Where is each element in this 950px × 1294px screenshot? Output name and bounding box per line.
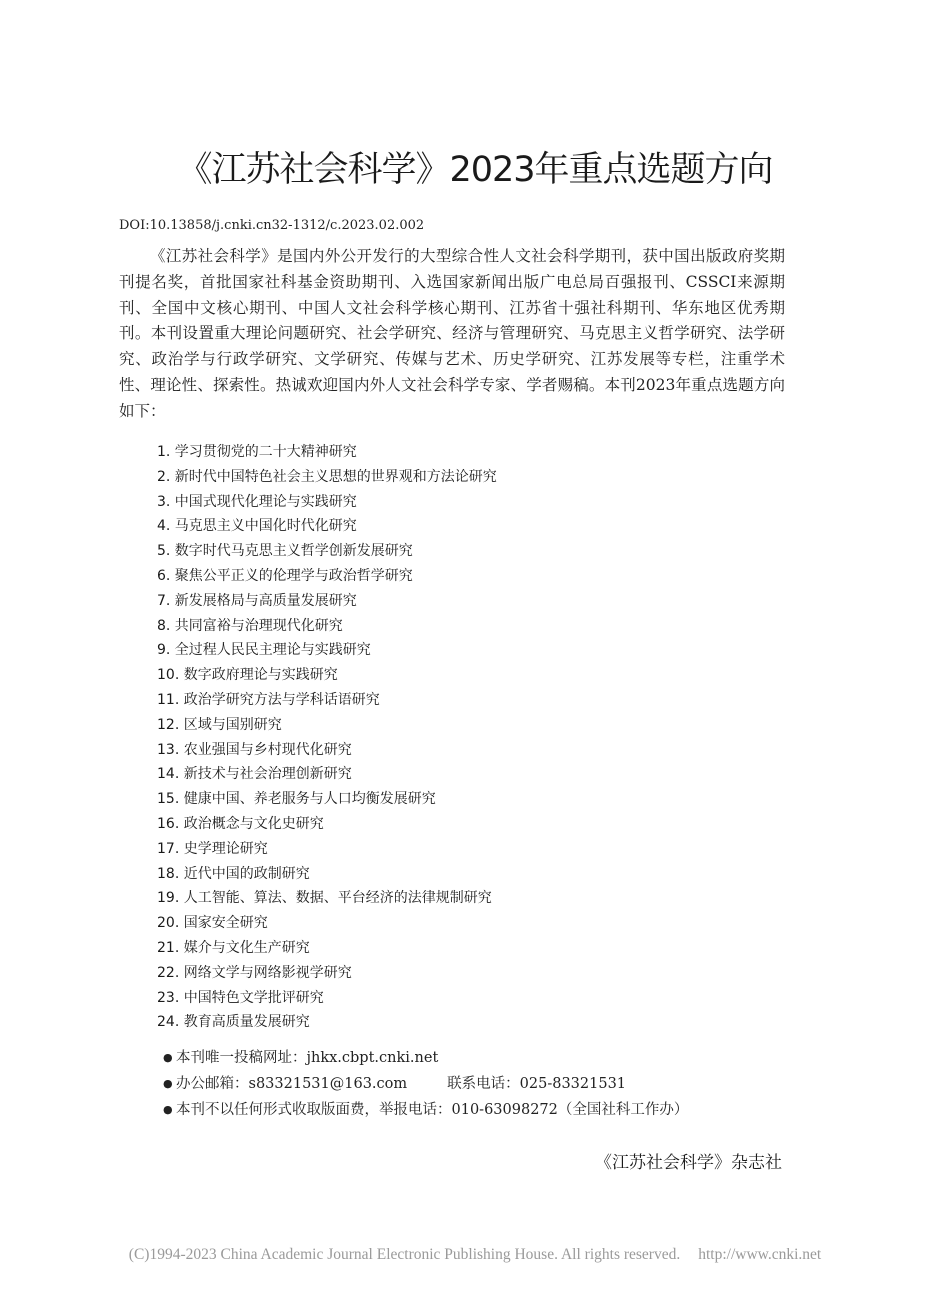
topic-item: 6. 聚焦公平正义的伦理学与政治哲学研究: [157, 567, 413, 584]
topic-item: 11. 政治学研究方法与学科话语研究: [157, 691, 380, 708]
topic-item: 15. 健康中国、养老服务与人口均衡发展研究: [157, 791, 436, 808]
page-title: 《江苏社会科学》2023年重点选题方向: [177, 150, 773, 190]
topic-item: 10. 数字政府理论与实践研究: [157, 667, 338, 684]
topic-item: 5. 数字时代马克思主义哲学创新发展研究: [157, 543, 413, 560]
topic-item: 22. 网络文学与网络影视学研究: [157, 964, 352, 981]
bullet-icon: ●: [163, 1051, 173, 1064]
topic-item: 12. 区域与国别研究: [157, 716, 282, 733]
topic-item: 23. 中国特色文学批评研究: [157, 989, 324, 1006]
bullet-icon: ●: [163, 1077, 173, 1090]
topic-item: 14. 新技术与社会治理创新研究: [157, 766, 352, 783]
contact-info: [163, 1045, 688, 1123]
topic-item: 21. 媒介与文化生产研究: [157, 939, 310, 956]
topic-item: 16. 政治概念与文化史研究: [157, 815, 324, 832]
topic-list: [157, 440, 497, 1035]
fee-notice-text: 本刊不以任何形式收取版面费，举报电话：010-63098272（全国社科工作办）: [176, 1102, 689, 1118]
topic-item: 17. 史学理论研究: [157, 840, 268, 857]
topic-item: 24. 教育高质量发展研究: [157, 1014, 310, 1031]
contact-item: [163, 1071, 688, 1097]
doi-line: DOI:10.13858/j.cnki.cn32-1312/c.2023.02.002: [119, 218, 425, 233]
contact-item: [163, 1045, 688, 1071]
phone-text: 联系电话：025-83321531: [447, 1076, 627, 1092]
topic-item: 18. 近代中国的政制研究: [157, 865, 310, 882]
topic-item: 1. 学习贯彻党的二十大精神研究: [157, 444, 357, 460]
topic-item: 9. 全过程人民民主理论与实践研究: [157, 642, 371, 659]
topic-item: 7. 新发展格局与高质量发展研究: [157, 592, 357, 609]
publisher-signature: 《江苏社会科学》杂志社: [595, 1153, 782, 1173]
intro-paragraph: 《江苏社会科学》是国内外公开发行的大型综合性人文社会科学期刊，获中国出版政府奖期刊提名奖，首批国家社科基金资助期刊、入选国家新闻出版广电总局百强报刊、CSSCI来源期刊、全国中文核心期刊、中国人文社会科学核心期刊、江苏省十强社科期刊、华东地区优秀期刊。本刊设置重大理论问题研究、社会学研究、经济与管理研究、马克思主义哲学研究、法学研究、政治学与行政学研究、文学研究、传媒与艺术、历史学研究、江苏发展等专栏，注重学术性、理论性、探索性。热诚欢迎国内外人文社会科学专家、学者赐稿。本刊2023年重点选题方向如下：: [119, 247, 785, 420]
office-email-text: 办公邮箱：s83321531@163.com: [176, 1076, 408, 1092]
topic-item: 2. 新时代中国特色社会主义思想的世界观和方法论研究: [157, 468, 497, 485]
copyright-text: (C)1994-2023 China Academic Journal Electronic Publishing House. All rights reserved.: [128, 1246, 681, 1263]
topic-item: 8. 共同富裕与治理现代化研究: [157, 617, 343, 634]
topic-item: 13. 农业强国与乡村现代化研究: [157, 741, 352, 758]
copyright-footer: [0, 1246, 950, 1264]
contact-item: [163, 1097, 688, 1123]
topic-item: 4. 马克思主义中国化时代化研究: [157, 518, 357, 535]
submission-url-text: 本刊唯一投稿网址：jhkx.cbpt.cnki.net: [176, 1050, 439, 1066]
bullet-icon: ●: [163, 1103, 173, 1116]
topic-item: 20. 国家安全研究: [157, 915, 268, 932]
topic-item: 19. 人工智能、算法、数据、平台经济的法律规制研究: [157, 890, 492, 907]
topic-item: 3. 中国式现代化理论与实践研究: [157, 493, 357, 510]
footer-url: http://www.cnki.net: [698, 1246, 822, 1263]
